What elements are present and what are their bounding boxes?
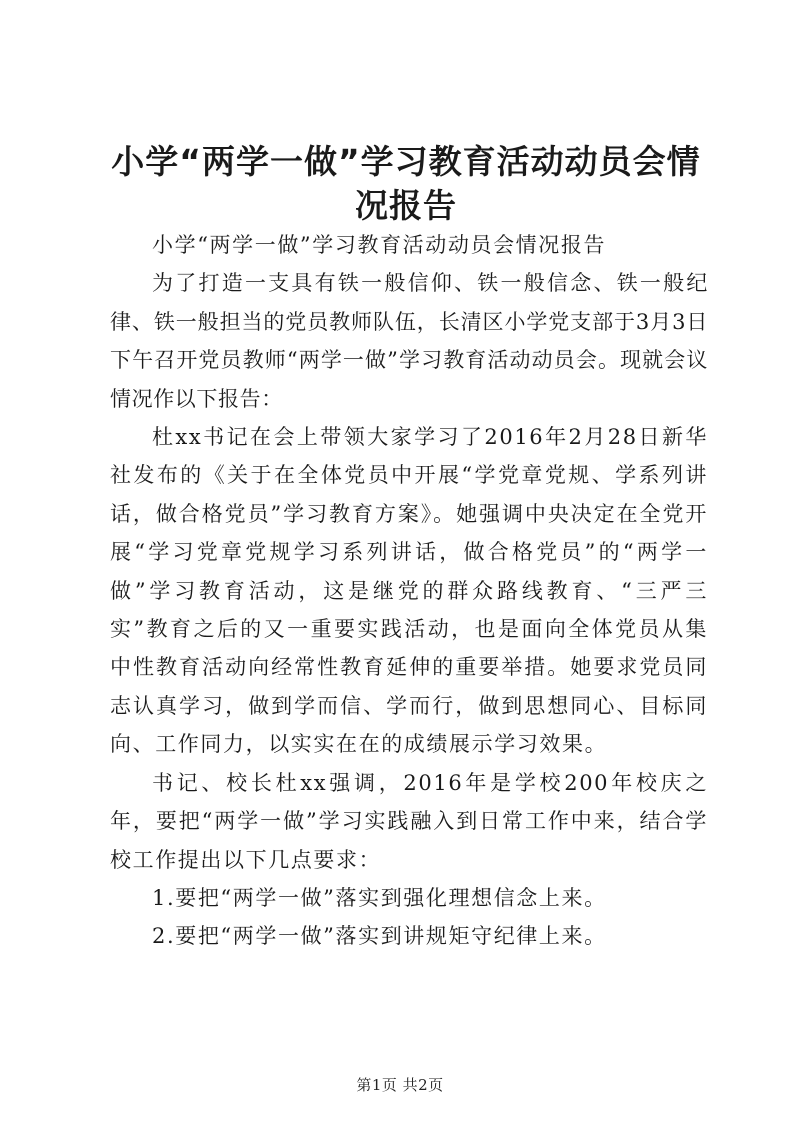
paragraph-principal-requirements: 书记、校长杜xx强调，2016年是学校200年校庆之年，要把“两学一做”学习实践融入到日常工作中来，结合学校工作提出以下几点要求： — [110, 770, 708, 872]
document-title: 小学“两学一做”学习教育活动动员会情况报告 — [111, 142, 701, 225]
paragraph-intro: 为了打造一支具有铁一般信仰、铁一般信念、铁一般纪律、铁一般担当的党员教师队伍，长清区小学党支部于3月3日下午召开党员教师“两学一做”学习教育活动动员会。现就会议情况作以下报告： — [110, 271, 708, 411]
list-item-requirement-2: 2.要把“两学一做”落实到讲规矩守纪律上来。 — [152, 924, 607, 949]
page-footer: 第1页 共2页 — [356, 1076, 444, 1094]
paragraph-subtitle: 小学“两学一做”学习教育活动动员会情况报告 — [152, 233, 607, 257]
document-body — [110, 226, 708, 956]
list-item-requirement-1: 1.要把“两学一做”落实到强化理想信念上来。 — [152, 885, 607, 910]
paragraph-secretary-speech: 杜xx书记在会上带领大家学习了2016年2月28日新华社发布的《关于在全体党员中开展“学党章党规、学系列讲话，做合格党员”学习教育方案》。她强调中央决定在全党开展“学习党章党规学习系列讲话，做合格党员”的“两学一做”学习教育活动，这是继党的群众路线教育、“三严三实”教育之后的又一重要实践活动，也是面向全体党员从集中性教育活动向经常性教育延伸的重要举措。她要求党员同志认真学习，做到学而信、学而行，做到思想同心、目标同向、工作同力，以实实在在的成绩展示学习效果。 — [110, 425, 708, 757]
